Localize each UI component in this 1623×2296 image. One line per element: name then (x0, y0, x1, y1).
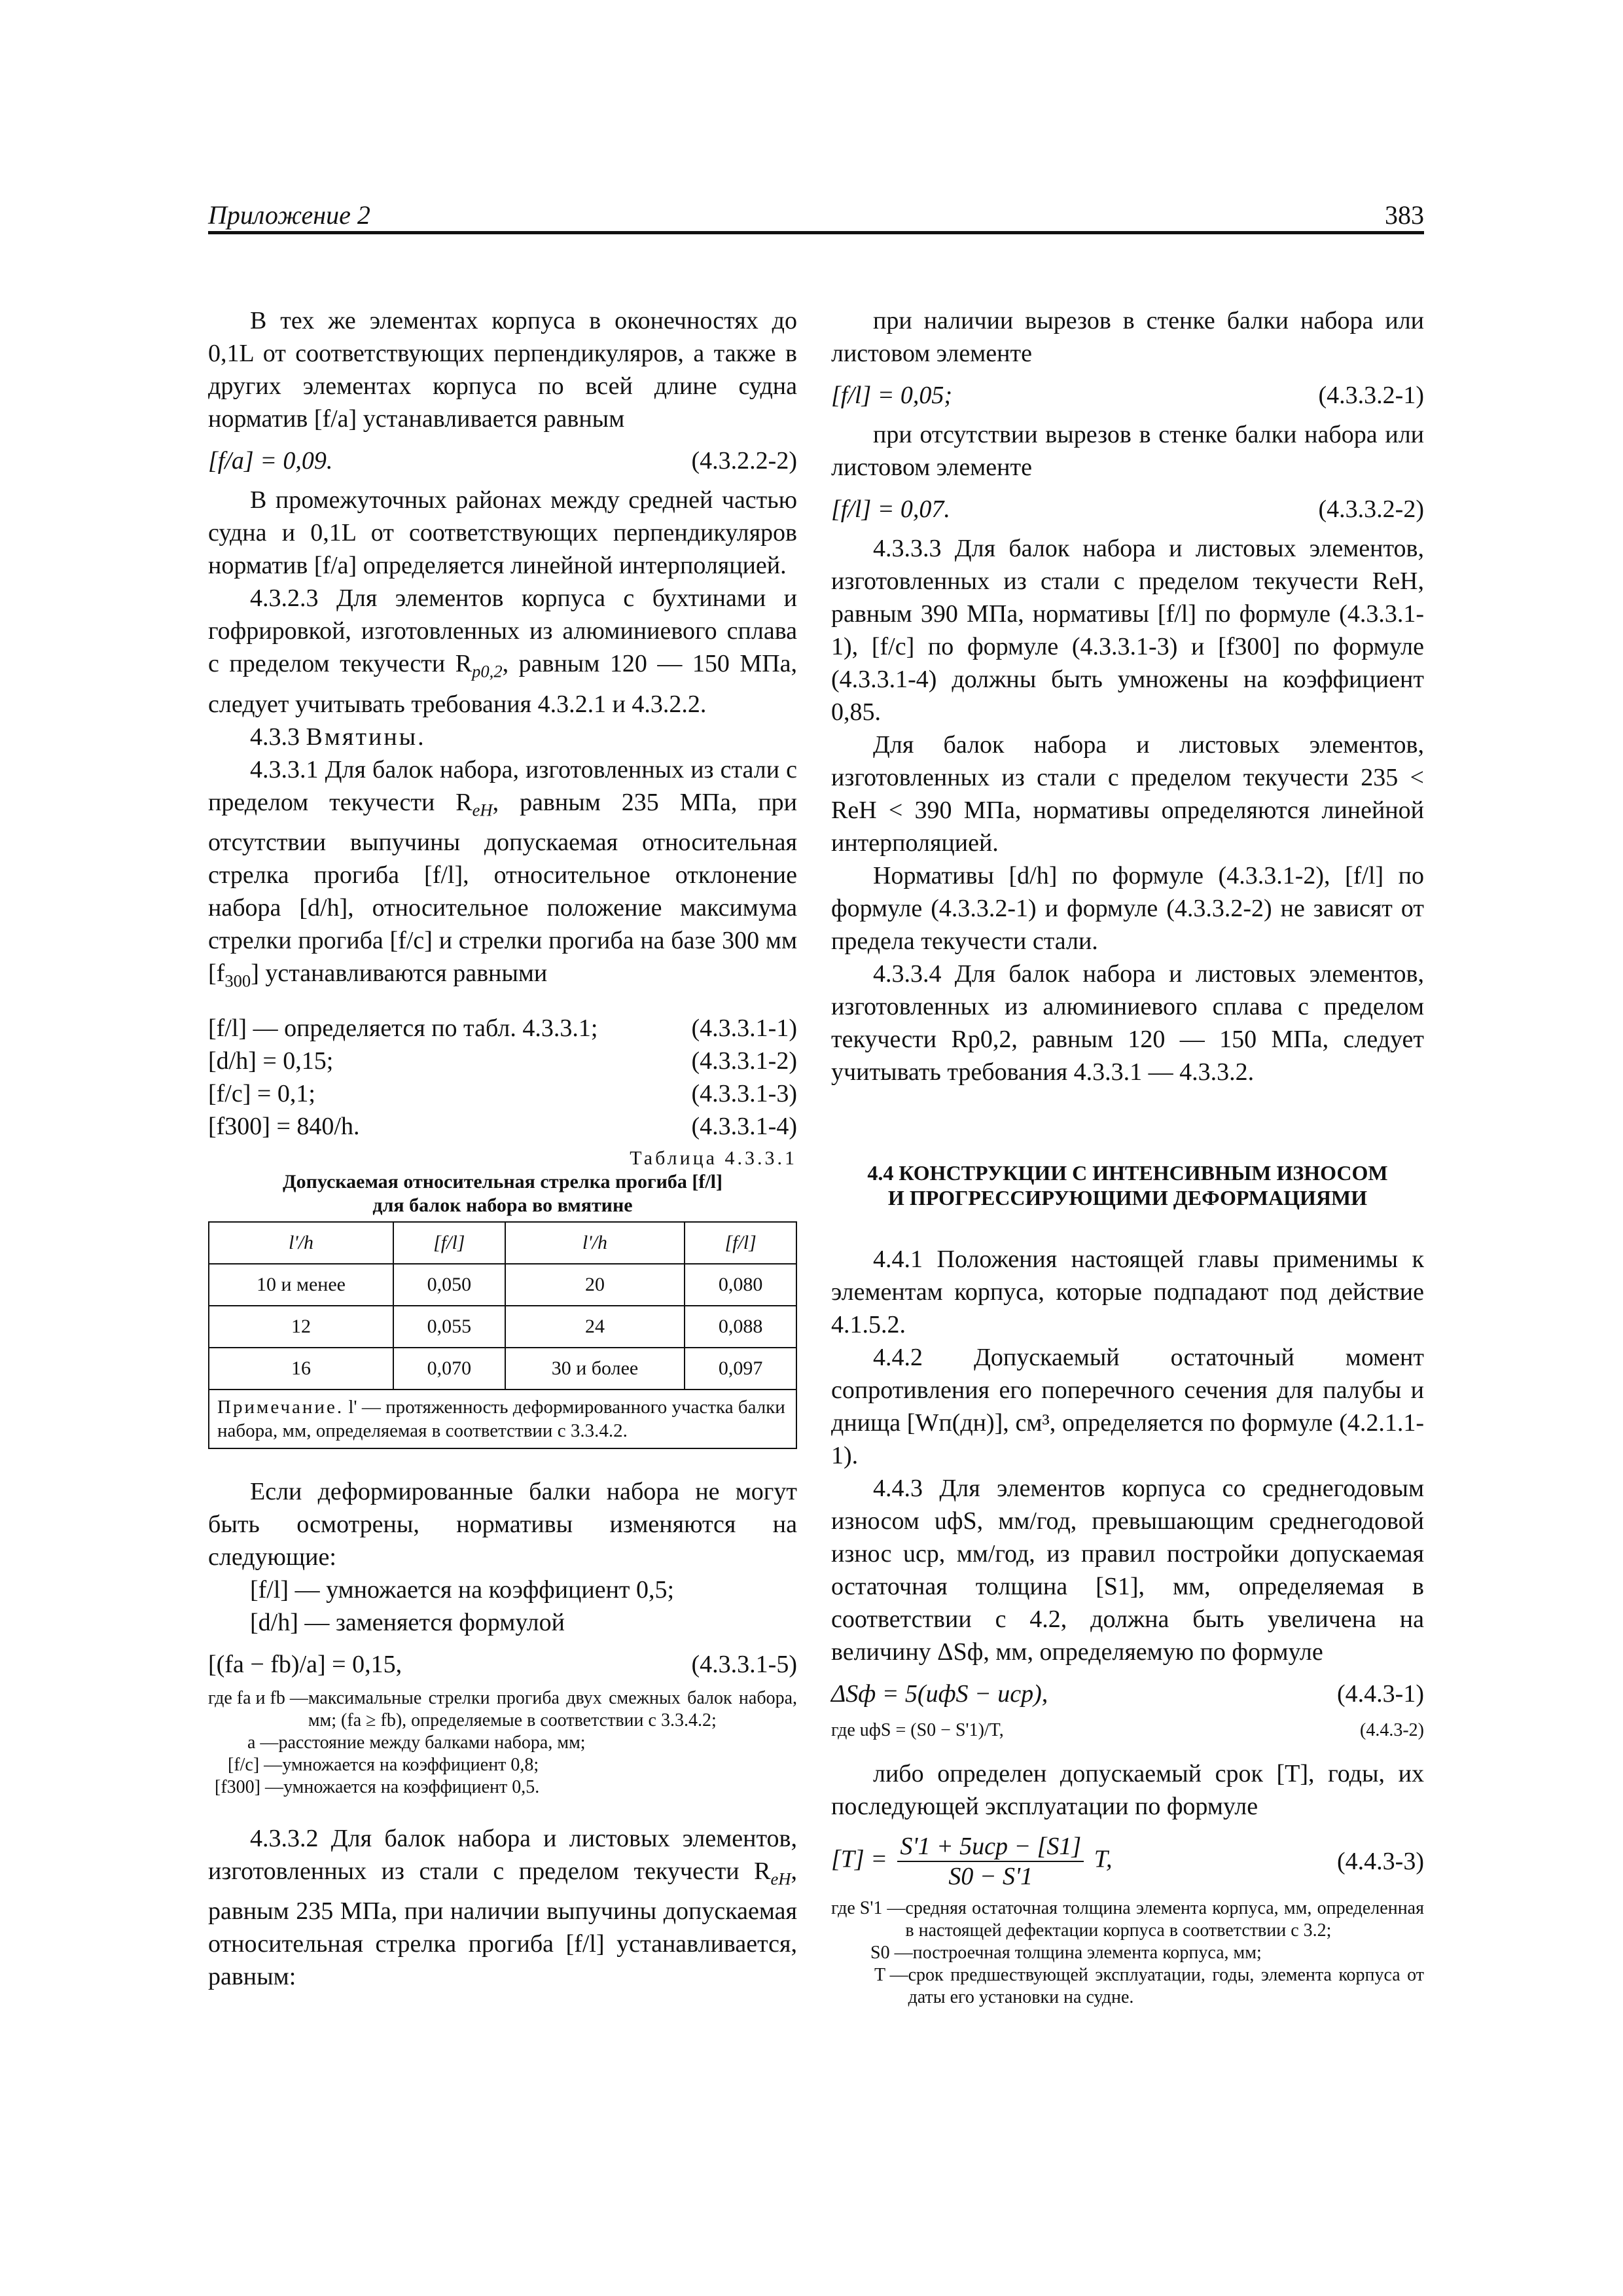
paragraph: 4.4.1 Положения настоящей главы применимы к элементам корпуса, которые подпадают под действие 4.1.5.2. (831, 1246, 1424, 1338)
equation (831, 1719, 1424, 1742)
paragraph: 4.3.2.3 Для элементов корпуса с бухтинами и гофрировкой, изготовленных из алюминиевого сплава с пределом текучести $R_{p0,2}$, равным 120 — 150 МПа, следует учитывать требования 4.3.2.1 и 4.3.2.2. (208, 584, 798, 718)
equation: [f300] = 840/h. (4.3.3.1-4) (208, 1112, 797, 1140)
paragraph: 4.3.3.4 Для балок набора и листовых элементов, изготовленных из алюминиевого сплава с пределом текучести Rp0,2, равным 120 — 150 МПа, следует учитывать требования 4.3.3.1 — 4.3.3.2. (831, 960, 1424, 1086)
paragraph: при наличии вырезов в стенке балки набора или листовом элементе (831, 307, 1424, 367)
table-cell: 0,080 (685, 1264, 796, 1306)
equation-number: (4.4.3-3) (1337, 1848, 1424, 1875)
table-header-row (209, 1222, 796, 1264)
equation-list (208, 1012, 797, 1143)
paragraph: при отсутствии вырезов в стенке балки набора или листовом элементе (831, 421, 1424, 481)
equation (831, 1677, 1424, 1710)
subsection-heading: 4.3.3 Вмятины. (250, 723, 426, 751)
paragraph: В тех же элементах корпуса в оконечностях до 0,1L от соответствующих перпендикуляров, а также в других элементах корпуса по всей длине судна норматив [f/a] устанавливается равным (208, 307, 797, 433)
section-title: И ПРОГРЕССИРУЮЩИМИ ДЕФОРМАЦИЯМИ (887, 1186, 1368, 1210)
equation: [f/c] = 0,1; (4.3.3.1-3) (208, 1079, 797, 1107)
equation-formula: где uфS = (S0 − S'1)/T, (831, 1720, 1004, 1740)
equation (831, 379, 1424, 412)
table-cell: 0,088 (685, 1306, 796, 1348)
equation-number: (4.4.3-2) (1360, 1720, 1424, 1740)
table-cell: 0,050 (393, 1264, 505, 1306)
table-row (209, 1306, 796, 1348)
table-row (209, 1348, 796, 1390)
running-title: Приложение 2 (208, 200, 370, 230)
equation-number: (4.3.3.2-1) (1318, 382, 1424, 409)
right-column (831, 304, 1424, 2009)
where-list (208, 1687, 797, 1799)
equation-formula: ΔSф = 5(uфS − uср), (831, 1680, 1048, 1708)
equation-formula: [(fa − fb)/a] = 0,15, (208, 1650, 402, 1678)
table-header: l'/h (505, 1222, 685, 1264)
equation-number: (4.3.3.2-2) (1318, 495, 1424, 523)
table-note-row (209, 1390, 796, 1448)
table-cell: 0,097 (685, 1348, 796, 1390)
table-cell: 30 и более (505, 1348, 685, 1390)
table-cell: 24 (505, 1306, 685, 1348)
equation-number: (4.3.2.2-2) (691, 447, 797, 475)
left-column (208, 304, 797, 1993)
equation-number: (4.4.3-1) (1337, 1680, 1424, 1708)
table-cell: 0,055 (393, 1306, 505, 1348)
table-title: Допускаемая относительная стрелка прогиба [f/l] (282, 1170, 722, 1193)
table-header: [f/l] (393, 1222, 505, 1264)
equation-formula: [f/l] = 0,05; (831, 382, 953, 409)
table-cell: 12 (209, 1306, 393, 1348)
paragraph: [d/h] — заменяется формулой (250, 1608, 565, 1636)
equation-formula: [f/a] = 0,09. (208, 447, 333, 475)
equation (208, 444, 797, 477)
where-item: где fa и fb — максимальные стрелки прогиба двух смежных балок набора, мм; (fa ≥ fb), определяемые в соответствии с 3.3.4.2; (208, 1687, 797, 1731)
where-item: S0 — построечная толщина элемента корпуса, мм; (870, 1943, 1262, 1963)
paragraph: [f/l] — умножается на коэффициент 0,5; (250, 1575, 675, 1604)
table-row (209, 1264, 796, 1306)
table-note: Примечание. l' — протяженность деформированного участка балки набора, мм, определяемая в соответствии с 3.3.4.2. (209, 1390, 796, 1448)
table-cell: 20 (505, 1264, 685, 1306)
where-item: [f/c] — умножается на коэффициент 0,8; (228, 1754, 539, 1775)
equation: [f/l] — определяется по табл. 4.3.3.1; (4.3.3.1-1) (208, 1014, 797, 1042)
equation-number: (4.3.3.1-5) (691, 1650, 797, 1678)
paragraph: Если деформированные балки набора не могут быть осмотрены, нормативы изменяются на следующие: (208, 1477, 797, 1571)
table-label: Таблица 4.3.3.1 (630, 1147, 797, 1169)
table-cell: 10 и менее (209, 1264, 393, 1306)
where-list (831, 1897, 1424, 2009)
table-cell: 16 (209, 1348, 393, 1390)
data-table (208, 1221, 797, 1449)
where-item: [f300] — умножается на коэффициент 0,5. (215, 1776, 540, 1797)
paragraph: либо определен допускаемый срок [T], годы, их последующей эксплуатации по формуле (831, 1760, 1424, 1820)
paragraph: 4.3.3.1 Для балок набора, изготовленных из стали с пределом текучести $R_{eH}$, равным 235 МПа, при отсутствии выпучины допускаемая относительная стрелка прогиба [f/l], относительное отклонение набора [d/h], относительное положение максимума стрелки прогиба [f/c] и стрелки прогиба на базе 300 мм $[f_{300}]$ устанавливаются равными (208, 755, 797, 991)
where-item: a — расстояние между балками набора, мм; (247, 1732, 586, 1753)
equation-formula: [f/l] = 0,07. (831, 495, 950, 523)
paragraph: 4.3.3.3 Для балок набора и листовых элементов, изготовленных из стали с пределом текучести ReH, равным 390 МПа, нормативы [f/l] по формуле (4.3.3.1-1), [f/c] по формуле (4.3.3.1-3) и [f300] по формуле (4.3.3.1-4) должны быть умножены на коэффициент 0,85. (831, 535, 1424, 726)
header-rule (208, 231, 1424, 234)
fraction: $\frac{\text{S'1 + 5uср − [S1]}}{S0 - S'1}$ (897, 1832, 1084, 1891)
equation (208, 1648, 797, 1681)
page-header (208, 200, 1424, 232)
page-number: 383 (1385, 200, 1424, 230)
paragraph: В промежуточных районах между средней частью судна и 0,1L от соответствующих перпендикуляров норматив [f/a] определяется линейной интерполяцией. (208, 486, 797, 579)
table-header: [f/l] (685, 1222, 796, 1264)
equation-formula: [T] = $\frac{\text{S'1 + 5uср − [S1]}}{S0 - S'1}$ T, (831, 1833, 1113, 1890)
paragraph: 4.3.3.2 Для балок набора и листовых элементов, изготовленных из стали с пределом текучести $R_{eH}$, равным 235 МПа, при наличии выпучины допускаемая относительная стрелка прогиба [f/l] устанавливается, равным: (208, 1824, 797, 1991)
table-cell: 0,070 (393, 1348, 505, 1390)
section-title: 4.4 КОНСТРУКЦИИ С ИНТЕНСИВНЫМ ИЗНОСОМ (867, 1161, 1388, 1185)
paragraph: Для балок набора и листовых элементов, изготовленных из стали с пределом текучести 235 < ReH < 390 МПа, нормативы определяются линейной интерполяцией. (831, 731, 1424, 857)
table-header: l'/h (209, 1222, 393, 1264)
equation (831, 1832, 1424, 1891)
paragraph: 4.4.3 Для элементов корпуса со среднегодовым износом uфS, мм/год, превышающим среднегодовой износ uср, мм/год, из правил постройки допускаемая остаточная толщина [S1], мм, определяемая в соответствии с 4.2, должна быть увеличена на величину ΔSф, мм, определяемую по формуле (831, 1475, 1424, 1666)
table-caption (208, 1147, 797, 1217)
equation: [d/h] = 0,15; (4.3.3.1-2) (208, 1047, 797, 1075)
table-title: для балок набора во вмятине (372, 1194, 633, 1216)
where-item: T — срок предшествующей эксплуатации, годы, элемента корпуса от даты его установки на судне. (874, 1965, 1424, 2007)
paragraph: 4.4.2 Допускаемый остаточный момент сопротивления его поперечного сечения для палубы и днища [Wп(дн)], см³, определяется по формуле (4.2.1.1-1). (831, 1344, 1424, 1469)
where-item: где S'1 — средняя остаточная толщина элемента корпуса, мм, определенная в настоящей дефектации корпуса в соответствии с 3.2; (831, 1898, 1424, 1941)
paragraph: Нормативы [d/h] по формуле (4.3.3.1-2), [f/l] по формуле (4.3.3.2-1) и формуле (4.3.3.2-2) не зависят от предела текучести стали. (831, 862, 1424, 955)
equation (831, 493, 1424, 526)
